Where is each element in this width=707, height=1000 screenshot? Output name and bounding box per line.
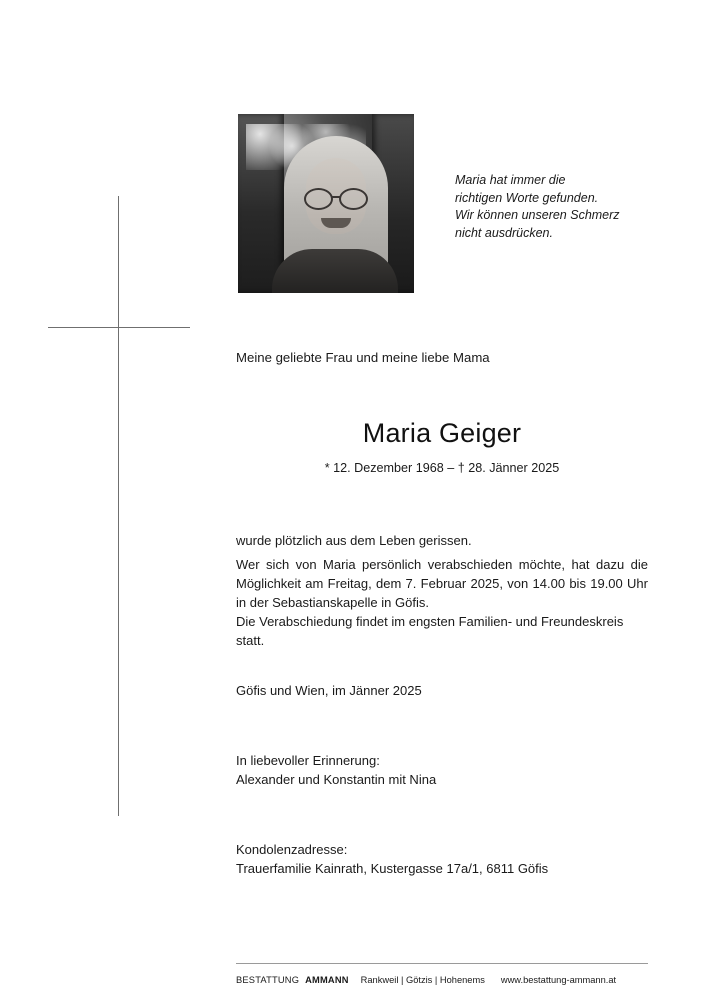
cross-horizontal-line (48, 327, 190, 328)
condolence-label: Kondolenzadresse: (236, 842, 348, 857)
deceased-name: Maria Geiger (362, 418, 522, 448)
portrait-photo (238, 114, 414, 293)
glasses-right-lens (339, 188, 368, 210)
footer-website[interactable]: www.bestattung-ammann.at (500, 975, 617, 985)
condolence-address: Trauerfamilie Kainrath, Kustergasse 17a/1, 6811 Göfis (236, 861, 549, 876)
memory-names: Alexander und Konstantin mit Nina (236, 772, 437, 787)
footer (236, 975, 648, 985)
memory-label: In liebevoller Erinnerung: (236, 753, 380, 768)
footer-brand-light: BESTATTUNG (236, 975, 300, 985)
quote-line-2: richtigen Worte gefunden. (455, 190, 599, 205)
cross-vertical-line (118, 196, 119, 816)
paragraph-private-ceremony: Die Verabschiedung findet im engsten Familien- und Freundeskreis statt. (236, 614, 624, 648)
glasses-bridge (331, 196, 341, 198)
footer-brand-bold: AMMANN (305, 975, 349, 985)
paragraph-farewell-details: Wer sich von Maria persönlich verabschieden möchte, hat dazu die Möglichkeit am Freitag, dem 7. Februar 2025, von 14.00 bis 19.00 Uhr in der Sebastianskapelle in Göfis. (236, 557, 648, 610)
footer-divider (236, 963, 648, 964)
quote-line-4: nicht ausdrücken. (455, 225, 553, 240)
memorial-quote (455, 172, 665, 242)
portrait-shoulders (272, 249, 398, 293)
glasses-left-lens (304, 188, 333, 210)
paragraph-passing: wurde plötzlich aus dem Leben gerissen. (236, 533, 472, 548)
place-and-date: Göfis und Wien, im Jänner 2025 (236, 683, 422, 698)
footer-locations: Rankweil | Götzis | Hohenems (360, 975, 485, 985)
quote-line-3: Wir können unseren Schmerz (455, 208, 620, 222)
quote-line-1: Maria hat immer die (455, 173, 566, 187)
condolence-block (236, 840, 648, 878)
intro-text: Meine geliebte Frau und meine liebe Mama (236, 350, 490, 365)
memory-block (236, 751, 648, 789)
life-dates: * 12. Dezember 1968 – † 28. Jänner 2025 (324, 461, 560, 475)
glasses-icon (304, 188, 368, 206)
